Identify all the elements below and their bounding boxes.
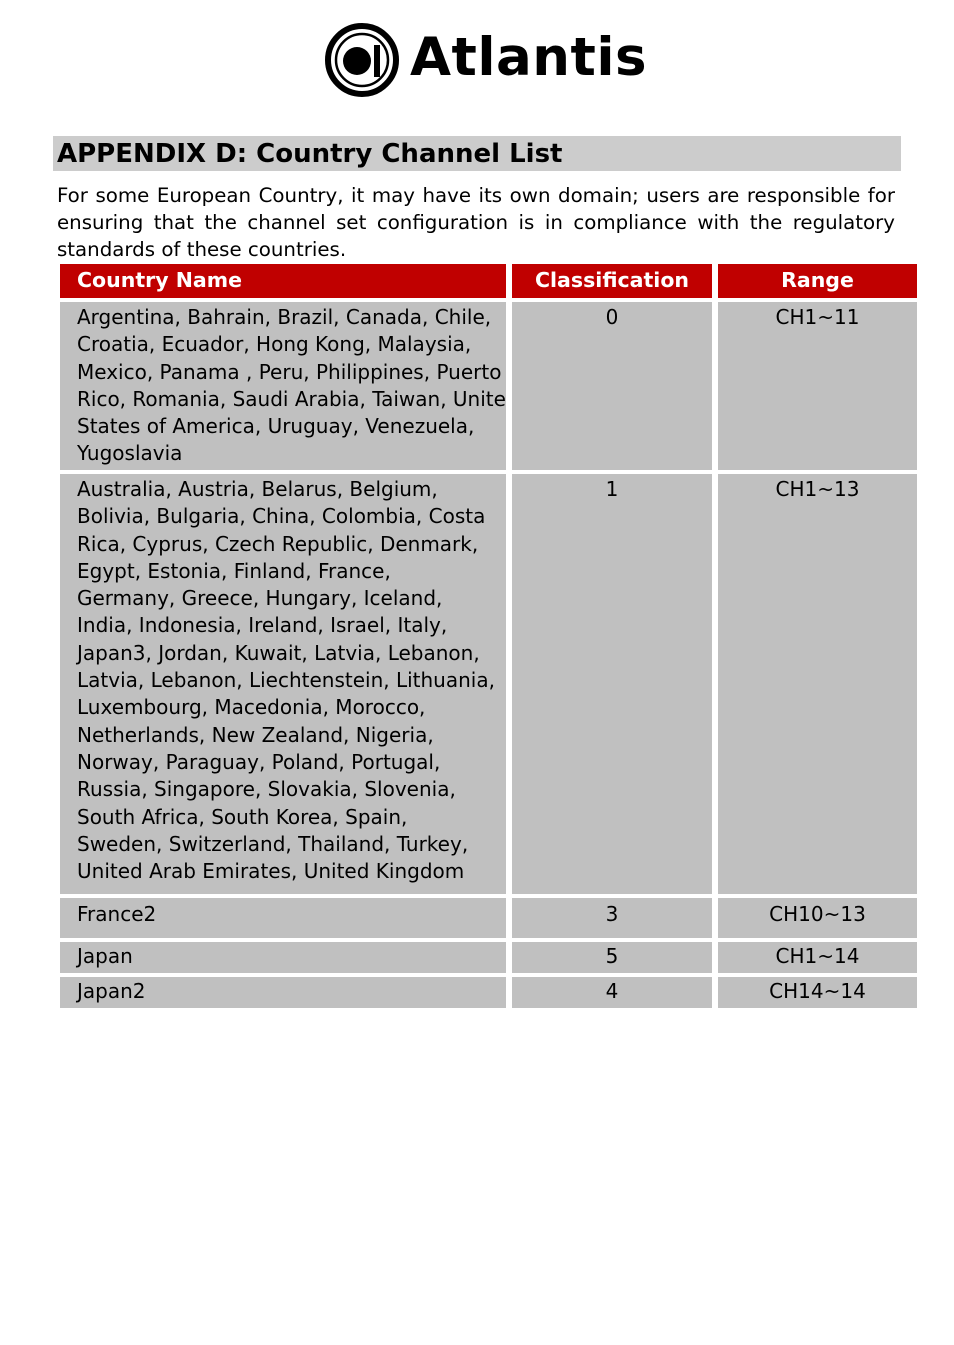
country-channel-table [60,264,917,1012]
country-line: Croatia, Ecuador, Hong Kong, Malaysia, [77,332,472,357]
range-cell: CH1~11 [718,302,917,470]
country-line: South Africa, South Korea, Spain, [77,804,408,829]
range-cell: CH10~13 [718,898,917,938]
country-line: Sweden, Switzerland, Thailand, Turkey, [77,831,469,856]
atlantis-logo-icon [322,20,402,100]
country-line: Netherlands, New Zealand, Nigeria, [77,722,434,747]
country-list-cell: Japan2 [60,977,506,1008]
table-header-row [60,264,917,298]
country-line: Mexico, Panama , Peru, Philippines, Puerto [77,359,502,384]
table-row [60,302,917,470]
atlantis-logo [322,18,647,102]
country-line: Australia, Austria, Belarus, Belgium, [77,477,438,501]
classification-cell: 5 [512,942,712,973]
country-line: Bolivia, Bulgaria, China, Colombia, Costa [77,504,486,529]
country-line: Luxembourg, Macedonia, Morocco, [77,695,426,720]
range-cell: CH1~14 [718,942,917,973]
header-country-name: Country Name [60,264,506,298]
country-line: Egypt, Estonia, Finland, France, [77,558,391,583]
table-row [60,898,917,938]
table-row [60,474,917,894]
country-list-cell [60,302,506,470]
country-line: Rica, Cyprus, Czech Republic, Denmark, [77,531,479,556]
country-line: Yugoslavia [77,441,183,466]
classification-cell: 3 [512,898,712,938]
country-list-cell: France2 [60,898,506,938]
header-classification: Classification [512,264,712,298]
logo-wordmark: Atlantis [410,26,648,88]
country-line: Russia, Singapore, Slovakia, Slovenia, [77,777,456,802]
intro-paragraph: For some European Country, it may have its own domain; users are responsible for ensuring that the channel set configuration is in compliance with the regulatory standards of these countries. [57,184,895,261]
country-line: Germany, Greece, Hungary, Iceland, [77,586,443,611]
country-line: States of America, Uruguay, Venezuela, [77,414,475,439]
classification-cell: 0 [512,302,712,470]
country-list-cell: Japan [60,942,506,973]
range-cell: CH14~14 [718,977,917,1008]
table-row [60,942,917,973]
country-line: Latvia, Lebanon, Liechtenstein, Lithuania, [77,668,495,693]
classification-cell: 4 [512,977,712,1008]
country-line: Rico, Romania, Saudi Arabia, Taiwan, Unite [77,386,506,411]
range-cell: CH1~13 [718,474,917,894]
country-line: Norway, Paraguay, Poland, Portugal, [77,749,441,774]
country-line: Japan3, Jordan, Kuwait, Latvia, Lebanon, [77,640,480,665]
country-line: United Arab Emirates, United Kingdom [77,859,465,884]
section-title: APPENDIX D: Country Channel List [53,136,901,171]
country-line: India, Indonesia, Ireland, Israel, Italy, [77,613,448,638]
country-line: Argentina, Bahrain, Brazil, Canada, Chile, [77,305,492,329]
country-list-cell [60,474,506,894]
header-range: Range [718,264,917,298]
classification-cell: 1 [512,474,712,894]
table-row [60,977,917,1008]
